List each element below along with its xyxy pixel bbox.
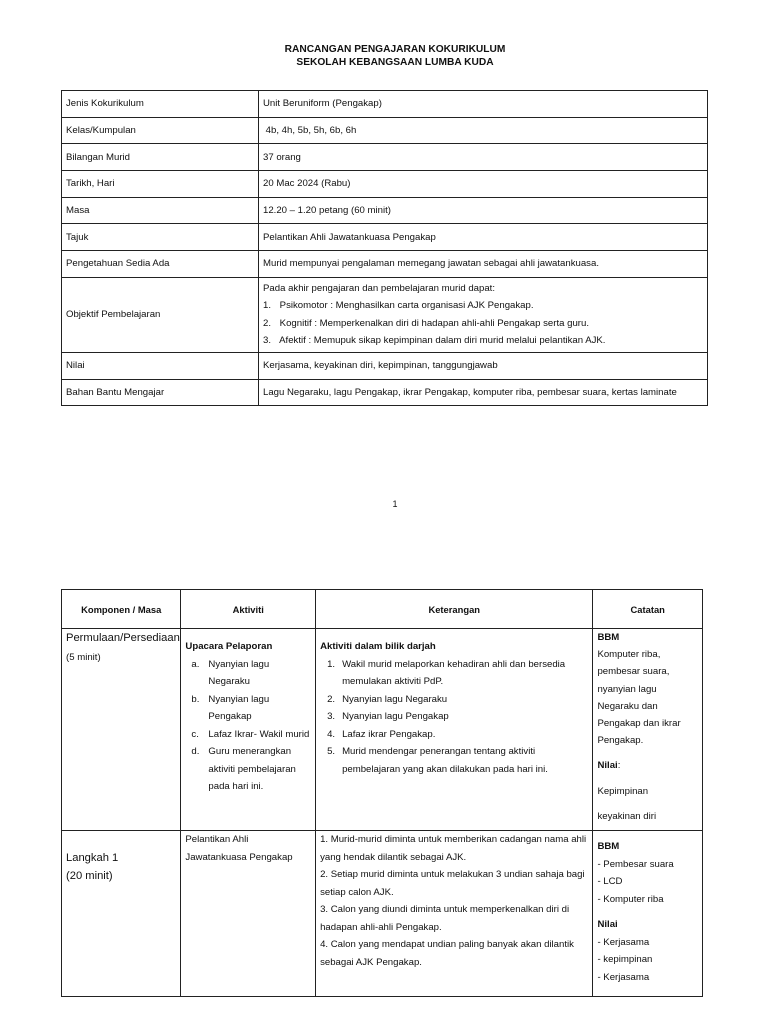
notes-bbm-item: - Pembesar suara <box>597 858 674 870</box>
info-value: Lagu Negaraku, lagu Pengakap, ikrar Pengakap, komputer riba, pembesar suara, kertas laminate <box>259 379 708 406</box>
column-header: Aktiviti <box>181 590 316 629</box>
description-title: Aktiviti dalam bilik darjah <box>320 641 436 652</box>
description-marker: 3. <box>327 711 336 722</box>
activity-marker: b. <box>191 693 200 705</box>
activity-text: Nyanyian lagu Pengakap <box>208 693 270 722</box>
description-text: Murid mendengar penerangan tentang aktiviti pembelajaran yang akan dilakukan pada hari ini. <box>342 746 548 775</box>
description-cell <box>316 629 593 831</box>
activity-list <box>185 656 311 796</box>
info-row <box>62 171 708 198</box>
notes-cell <box>593 831 703 997</box>
objective-item <box>263 332 703 350</box>
info-value: Murid mempunyai pengalaman memegang jawatan sebagai ahli jawatankuasa. <box>259 251 708 278</box>
info-label: Nilai <box>62 352 259 379</box>
lesson-row <box>62 831 703 997</box>
description-item: 2. Setiap murid diminta untuk melakukan 3 undian sahaja bagi setiap calon AJK. <box>320 869 585 898</box>
notes-value: keyakinan diri <box>597 810 657 822</box>
activity-text: Lafaz Ikrar- Wakil murid <box>208 728 310 740</box>
info-row <box>62 224 708 251</box>
info-value: 4b, 4h, 5b, 5h, 6b, 6h <box>259 117 708 144</box>
notes-nilai-heading <box>597 757 698 774</box>
activity-marker: c. <box>191 728 199 740</box>
notes-nilai-item: - Kerjasama <box>597 936 650 948</box>
info-row <box>62 251 708 278</box>
description-item <box>320 656 588 691</box>
notes-value: Kepimpinan <box>597 785 649 797</box>
objective-number: 1. <box>263 300 272 312</box>
activity-cell <box>181 831 316 997</box>
description-text: Nyanyian lagu Negaraku <box>342 693 448 705</box>
heading-line-1: RANCANGAN PENGAJARAN KOKURIKULUM <box>284 44 506 55</box>
description-item: 3. Calon yang diundi diminta untuk memperkenalkan diri di hadapan ahli-ahli Pengakap. <box>320 904 570 933</box>
description-marker: 5. <box>327 746 336 757</box>
notes-cell <box>593 629 703 831</box>
info-label: Jenis Kokurikulum <box>62 91 259 118</box>
activity-item <box>185 726 311 744</box>
info-value: Kerjasama, keyakinan diri, kepimpinan, tanggungjawab <box>259 352 708 379</box>
objective-text: Psikomotor : Menghasilkan carta organisasi AJK Pengakap. <box>279 300 534 312</box>
activity-cell <box>181 629 316 831</box>
objective-item <box>263 297 703 315</box>
description-item <box>320 726 588 744</box>
info-label: Bahan Bantu Mengajar <box>62 379 259 406</box>
description-marker: 1. <box>327 658 336 670</box>
notes-nilai-item: - kepimpinan <box>597 954 653 965</box>
component-name: Langkah 1 <box>66 852 119 864</box>
notes-nilai-label: Nilai <box>597 760 618 772</box>
info-label: Tajuk <box>62 224 259 251</box>
component-cell <box>62 831 181 997</box>
description-item <box>320 691 588 709</box>
info-label: Masa <box>62 197 259 224</box>
activity-marker: d. <box>191 746 200 757</box>
info-row <box>62 144 708 171</box>
objective-text: Afektif : Memupuk sikap kepimpinan dalam diri murid melalui pelantikan AJK. <box>279 335 606 347</box>
notes-nilai-label: Nilai <box>597 919 618 930</box>
info-value: 20 Mac 2024 (Rabu) <box>259 171 708 198</box>
lesson-row <box>62 629 703 831</box>
description-text: Nyanyian lagu Pengakap <box>342 711 449 722</box>
document-heading <box>0 43 768 69</box>
description-marker: 2. <box>327 693 336 705</box>
info-label: Tarikh, Hari <box>62 171 259 198</box>
activity-item <box>185 656 311 691</box>
objective-list <box>263 297 703 350</box>
column-header: Komponen / Masa <box>62 590 181 629</box>
info-row <box>62 91 708 118</box>
description-text: Lafaz ikrar Pengakap. <box>342 728 436 740</box>
heading-line-2: SEKOLAH KEBANGSAAN LUMBA KUDA <box>296 57 494 68</box>
notes-nilai-colon: : <box>617 760 621 772</box>
description-item: 4. Calon yang mendapat undian paling banyak akan dilantik sebagai AJK Pengakap. <box>320 939 574 968</box>
info-label: Kelas/Kumpulan <box>62 117 259 144</box>
column-header: Catatan <box>593 590 703 629</box>
info-label: Pengetahuan Sedia Ada <box>62 251 259 278</box>
activity-item <box>185 691 311 726</box>
notes-bbm-label: BBM <box>597 632 620 643</box>
lesson-plan-table <box>61 589 703 997</box>
objective-item <box>263 315 703 333</box>
activity-text: Nyanyian lagu Negaraku <box>208 658 270 687</box>
activity-text: Pelantikan Ahli Jawatankuasa Pengakap <box>185 834 293 863</box>
info-row <box>62 379 708 406</box>
component-duration: (20 minit) <box>66 869 113 882</box>
component-cell <box>62 629 181 831</box>
objective-text: Kognitif : Memperkenalkan diri di hadapan ahli-ahli Pengakap serta guru. <box>279 317 589 329</box>
notes-nilai-item: - Kerjasama <box>597 971 650 983</box>
description-item <box>320 743 588 778</box>
objective-number: 3. <box>263 335 272 347</box>
objective-value <box>259 277 708 352</box>
info-value: Unit Beruniform (Pengakap) <box>259 91 708 118</box>
description-item: 1. Murid-murid diminta untuk memberikan cadangan nama ahli yang hendak dilantik sebagai AJK. <box>320 834 587 863</box>
info-value: Pelantikan Ahli Jawatankuasa Pengakap <box>259 224 708 251</box>
notes-bbm-item: - Komputer riba <box>597 893 664 905</box>
activity-marker: a. <box>191 658 200 670</box>
info-label: Bilangan Murid <box>62 144 259 171</box>
lesson-info-table <box>61 90 708 406</box>
description-list <box>320 656 588 779</box>
objective-label: Objektif Pembelajaran <box>62 277 259 352</box>
component-name: Permulaan/Persediaan <box>66 632 180 644</box>
notes-bbm-label: BBM <box>597 841 620 852</box>
info-value: 12.20 – 1.20 petang (60 minit) <box>259 197 708 224</box>
component-duration: (5 minit) <box>66 652 101 663</box>
description-text: Wakil murid melaporkan kehadiran ahli dan bersedia memulakan aktiviti PdP. <box>342 658 566 687</box>
page-number: 1 <box>392 499 398 509</box>
objective-row <box>62 277 708 352</box>
notes-bbm-text: Komputer riba, pembesar suara, nyanyian lagu Negaraku dan Pengakap dan ikrar Pengakap. <box>597 649 681 747</box>
description-marker: 4. <box>327 728 336 740</box>
column-header: Keterangan <box>316 590 593 629</box>
info-row <box>62 197 708 224</box>
header-row <box>62 590 703 629</box>
activity-item <box>185 743 311 796</box>
objective-number: 2. <box>263 317 272 329</box>
info-row <box>62 117 708 144</box>
activity-title: Upacara Pelaporan <box>185 641 273 652</box>
notes-bbm-item: - LCD <box>597 876 623 887</box>
activity-text: Guru menerangkan aktiviti pembelajaran pada hari ini. <box>208 746 296 792</box>
description-cell <box>316 831 593 997</box>
info-row <box>62 352 708 379</box>
description-item <box>320 708 588 726</box>
objective-intro: Pada akhir pengajaran dan pembelajaran murid dapat: <box>263 282 496 294</box>
info-value: 37 orang <box>259 144 708 171</box>
